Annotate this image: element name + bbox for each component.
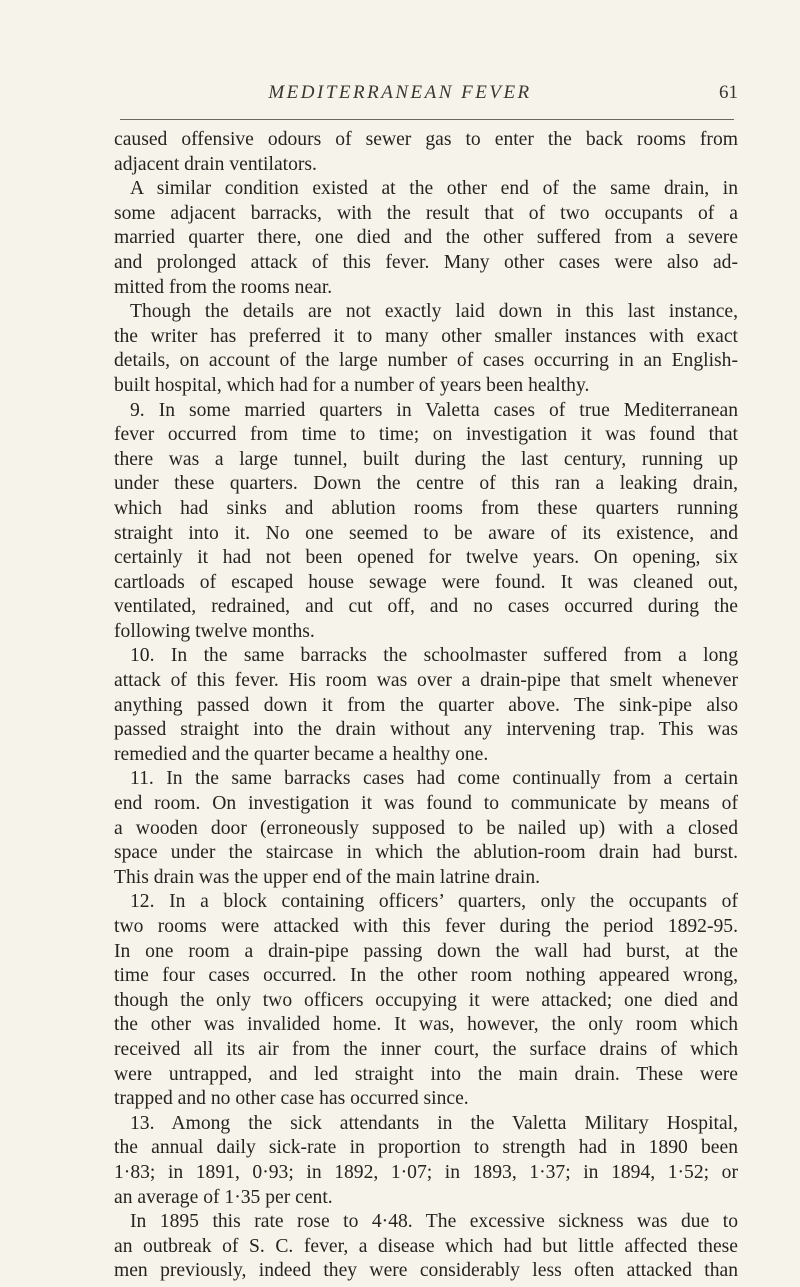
text-line: trapped and no other case has occurred since. <box>114 1088 469 1110</box>
text-line: there was a large tunnel, built during the last century, running up <box>114 448 738 470</box>
text-line: the annual daily sick-rate in proportion to strength had in 1890 been <box>114 1137 738 1159</box>
text-line: remedied and the quarter became a healthy one. <box>114 743 489 765</box>
page-number: 61 <box>719 82 738 103</box>
text-line: the other was invalided home. It was, however, the only room which <box>114 1014 738 1036</box>
text-line: cartloads of escaped house sewage were found. It was cleaned out, <box>114 571 738 593</box>
text-line: which had sinks and ablution rooms from these quarters running <box>114 497 738 519</box>
text-line: In 1895 this rate rose to 4·48. The excessive sickness was due to <box>130 1211 738 1233</box>
text-line: In one room a drain-pipe passing down the wall had burst, at the <box>114 940 738 962</box>
text-line: were untrapped, and led straight into the main drain. These were <box>114 1063 738 1085</box>
text-line: passed straight into the drain without any intervening trap. This was <box>114 719 738 741</box>
text-line: under these quarters. Down the centre of this ran a leaking drain, <box>114 473 738 495</box>
text-line: A similar condition existed at the other end of the same drain, in <box>130 178 738 200</box>
text-line: though the only two officers occupying it were attacked; one died and <box>114 989 738 1011</box>
text-line: Though the details are not exactly laid down in this last instance, <box>130 301 738 323</box>
text-line: 10. In the same barracks the schoolmaster suffered from a long <box>130 645 738 667</box>
text-line: anything passed down it from the quarter above. The sink-pipe also <box>114 694 738 716</box>
text-line: 12. In a block containing officers’ quarters, only the occupants of <box>130 891 738 913</box>
text-line: some adjacent barracks, with the result that of two occupants of a <box>114 202 738 224</box>
text-line: and prolonged attack of this fever. Many other cases were also ad- <box>114 251 738 273</box>
text-line: an average of 1·35 per cent. <box>114 1186 333 1208</box>
text-line: married quarter there, one died and the other suffered from a severe <box>114 227 738 249</box>
text-line: caused offensive odours of sewer gas to enter the back rooms from <box>114 129 738 150</box>
text-line: This drain was the upper end of the main latrine drain. <box>114 866 541 888</box>
text-line: adjacent drain ventilators. <box>114 153 317 175</box>
text-line: details, on account of the large number of cases occurring in an English- <box>114 350 738 372</box>
text-line: time four cases occurred. In the other room nothing appeared wrong, <box>114 965 738 987</box>
text-line: certainly it had not been opened for twelve years. On opening, six <box>114 547 738 569</box>
header-rule <box>120 119 734 120</box>
running-title: MEDITERRANEAN FEVER <box>268 82 532 103</box>
text-line: 1·83; in 1891, 0·93; in 1892, 1·07; in 1893, 1·37; in 1894, 1·52; or <box>114 1161 738 1183</box>
text-line: ventilated, redrained, and cut off, and no cases occurred during the <box>114 596 738 618</box>
text-line: 9. In some married quarters in Valetta cases of true Mediterranean <box>130 399 738 421</box>
text-line: mitted from the rooms near. <box>114 276 333 298</box>
text-line: end room. On investigation it was found to communicate by means of <box>114 793 738 815</box>
text-line: 13. Among the sick attendants in the Valetta Military Hospital, <box>130 1112 738 1134</box>
text-line: the writer has preferred it to many other smaller instances with exact <box>114 325 738 347</box>
text-line: fever occurred from time to time; on investigation it was found that <box>114 424 738 446</box>
page-header <box>0 82 800 110</box>
text-line: straight into it. No one seemed to be aware of its existence, and <box>114 522 738 544</box>
text-line: following twelve months. <box>114 620 315 642</box>
text-line: men previously, indeed they were considerably less often attacked than <box>114 1260 738 1282</box>
text-line: space under the staircase in which the ablution-room drain had burst. <box>114 842 738 864</box>
text-line: a wooden door (erroneously supposed to be nailed up) with a closed <box>114 817 738 839</box>
text-line: an outbreak of S. C. fever, a disease which had but little affected these <box>114 1235 738 1257</box>
text-line: received all its air from the inner court, the surface drains of which <box>114 1038 738 1060</box>
text-line: two rooms were attacked with this fever during the period 1892-95. <box>114 916 738 937</box>
text-line: attack of this fever. His room was over a drain-pipe that smelt whenever <box>114 670 738 692</box>
body-text <box>114 128 738 1284</box>
text-line: 11. In the same barracks cases had come continually from a certain <box>130 768 738 790</box>
text-line: built hospital, which had for a number of years been healthy. <box>114 374 590 396</box>
